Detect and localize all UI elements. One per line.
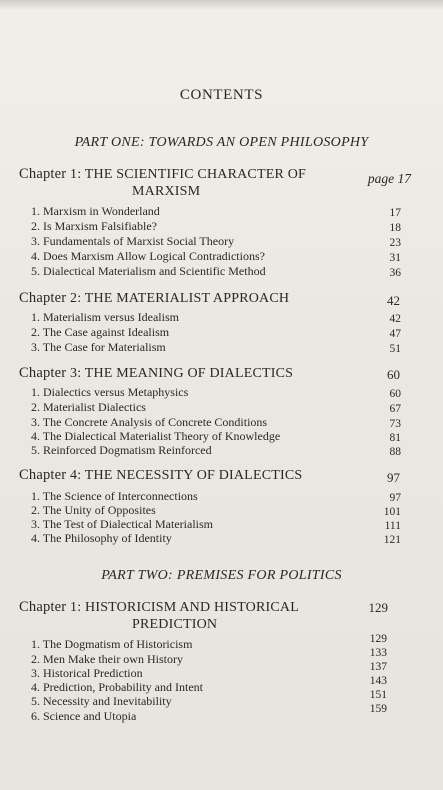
toc-item: 2. The Unity of Opposites (31, 503, 156, 517)
toc-item: 2. The Case against Idealism (31, 325, 170, 339)
chapter-title: THE SCIENTIFIC CHARACTER OF (84, 167, 307, 182)
chapter-3-heading: Chapter 3: THE MEANING OF DIALECTICS (19, 365, 294, 381)
toc-item-page: 67 (389, 403, 401, 415)
toc-item: 3. The Case for Materialism (31, 340, 166, 354)
part-two-heading: PART TWO: PREMISES FOR POLITICS (101, 568, 342, 583)
toc-item-page: 42 (389, 313, 401, 325)
chapter-3-page: 60 (387, 367, 400, 382)
toc-item: 3. The Concrete Analysis of Concrete Conditions (31, 415, 268, 429)
chapter-title-cont: MARXISM (132, 184, 201, 199)
toc-item: 1. Dialectics versus Metaphysics (31, 385, 189, 399)
toc-item-page: 23 (389, 237, 401, 249)
toc-item-page: 151 (369, 689, 387, 701)
toc-item-page: 18 (389, 222, 401, 234)
part-two-chapter-1-page: 129 (368, 600, 388, 615)
chapter-2-page: 42 (387, 293, 400, 308)
toc-item: 2. Materialist Dialectics (31, 400, 146, 414)
chapter-number: 1 (70, 600, 78, 615)
toc-item-page: 101 (383, 506, 401, 518)
toc-item: 3. Historical Prediction (31, 666, 143, 680)
chapter-1-page: page 17 (367, 171, 411, 186)
toc-item: 4. The Dialectical Materialist Theory of Knowledge (31, 429, 281, 443)
toc-item-page: 88 (389, 446, 401, 458)
toc-item: 5. Dialectical Materialism and Scientific Method (31, 264, 266, 278)
toc-item-page: 31 (389, 252, 401, 264)
toc-item: 3. Fundamentals of Marxist Social Theory (31, 234, 235, 248)
toc-item: 4. Prediction, Probability and Intent (31, 680, 203, 694)
toc-item: 4. Does Marxism Allow Logical Contradictions? (31, 249, 265, 263)
toc-item-page: 17 (389, 207, 401, 219)
toc-item: 5. Reinforced Dogmatism Reinforced (31, 443, 212, 457)
chapter-word: Chapter (19, 365, 67, 381)
toc-item: 6. Science and Utopia (31, 709, 137, 723)
page-edge-shadow (0, 0, 443, 10)
toc-item-page: 81 (389, 432, 401, 444)
chapter-title-cont: PREDICTION (132, 617, 218, 632)
part-two-chapter-1-heading: Chapter 1: HISTORICISM AND HISTORICAL PREDICTION (19, 599, 299, 632)
toc-item: 2. Men Make their own History (31, 652, 183, 666)
chapter-title: THE NECESSITY OF DIALECTICS (84, 468, 303, 483)
chapter-1-heading: Chapter 1: THE SCIENTIFIC CHARACTER OF MARXISM (19, 166, 307, 199)
toc-item-page: 121 (383, 534, 401, 546)
toc-item-page: 73 (389, 418, 401, 430)
chapter-4-page: 97 (387, 470, 400, 485)
chapter-word: Chapter (19, 166, 67, 182)
toc-item: 1. The Science of Interconnections (31, 489, 198, 503)
chapter-word: Chapter (19, 467, 67, 483)
toc-item-page: 129 (369, 633, 387, 645)
toc-item: 1. The Dogmatism of Historicism (31, 637, 193, 651)
toc-item: 1. Marxism in Wonderland (31, 204, 160, 218)
chapter-word: Chapter (19, 599, 67, 615)
toc-item: 3. The Test of Dialectical Materialism (31, 517, 213, 531)
toc-item: 1. Materialism versus Idealism (31, 310, 179, 324)
toc-item-page: 51 (389, 343, 401, 355)
toc-item: 5. Necessity and Inevitability (31, 694, 172, 708)
chapter-number: 4 (70, 468, 78, 483)
chapter-2-heading: Chapter 2: THE MATERIALIST APPROACH (19, 290, 290, 306)
toc-item-page: 60 (389, 388, 401, 400)
toc-item-page: 137 (369, 661, 387, 673)
toc-item-page: 143 (369, 675, 387, 687)
chapter-number: 3 (70, 366, 78, 381)
toc-item: 2. Is Marxism Falsifiable? (31, 219, 157, 233)
toc-item-page: 36 (389, 267, 401, 279)
toc-item: 4. The Philosophy of Identity (31, 531, 172, 545)
chapter-title: THE MEANING OF DIALECTICS (84, 366, 294, 381)
chapter-title: HISTORICISM AND HISTORICAL (85, 600, 299, 615)
chapter-4-heading: Chapter 4: THE NECESSITY OF DIALECTICS (19, 467, 303, 483)
chapter-word: Chapter (19, 290, 67, 306)
toc-item-page: 133 (369, 647, 387, 659)
chapter-number: 1 (70, 167, 78, 182)
page-title: CONTENTS (179, 87, 264, 103)
chapter-title: THE MATERIALIST APPROACH (84, 291, 290, 306)
part-one-heading: PART ONE: TOWARDS AN OPEN PHILOSOPHY (74, 135, 369, 150)
toc-item-page: 47 (389, 328, 401, 340)
toc-item-page: 97 (389, 492, 401, 504)
chapter-number: 2 (70, 291, 78, 306)
toc-item-page: 111 (384, 520, 401, 532)
toc-item-page: 159 (369, 703, 387, 715)
